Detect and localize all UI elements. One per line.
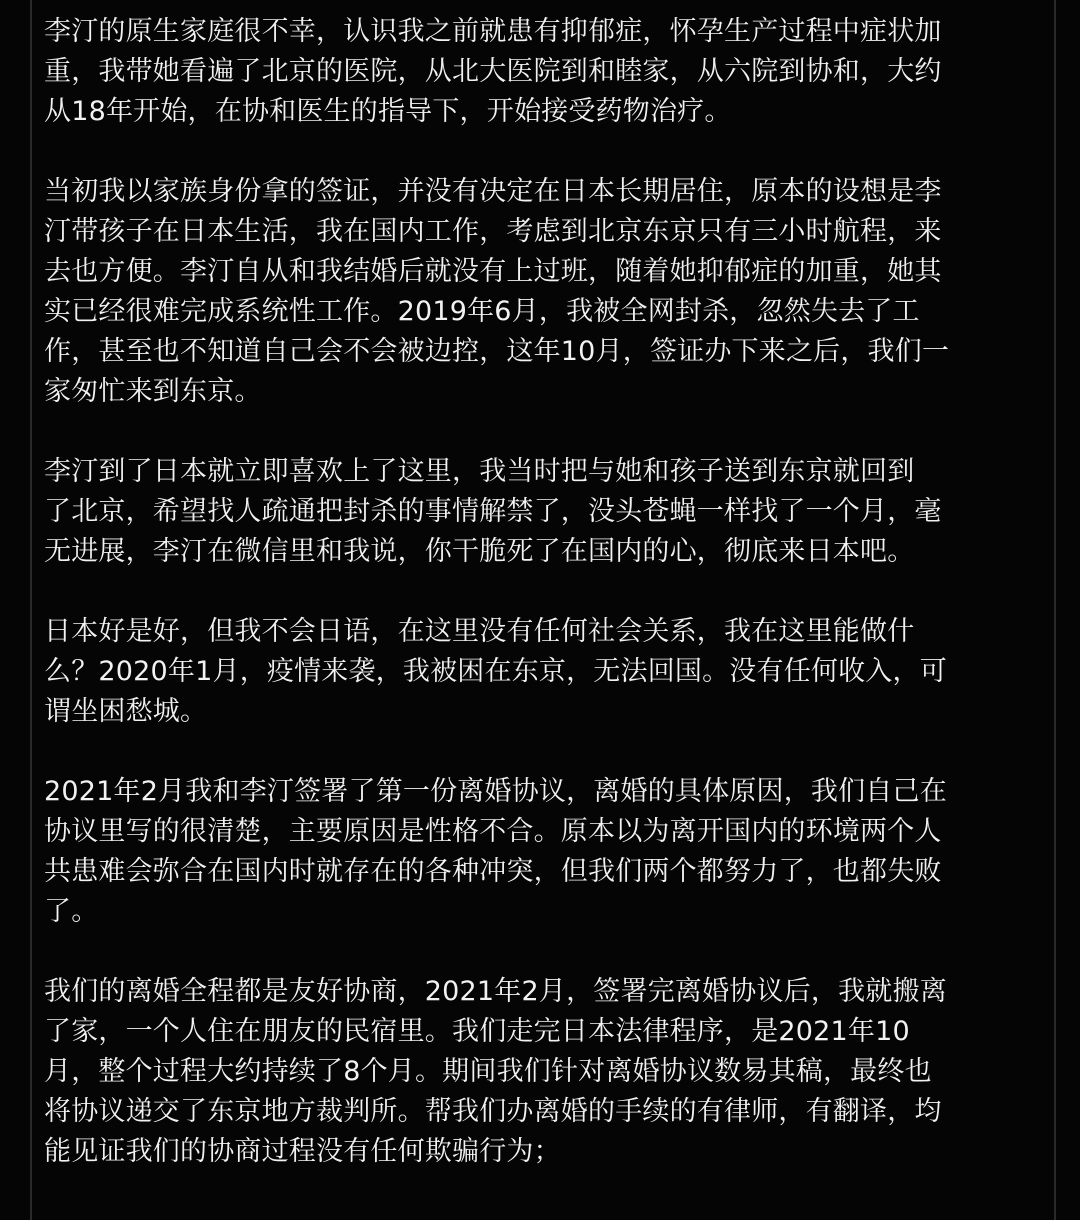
article-body xyxy=(44,12,1034,1212)
right-border-line xyxy=(1054,0,1056,1220)
text-line: 能见证我们的协商过程没有任何欺骗行为； xyxy=(44,1136,561,1167)
paragraph-4 xyxy=(44,612,1034,732)
text-line: 了家，一个人住在朋友的民宿里。我们走完日本法律程序，是2021年10 xyxy=(44,1016,910,1047)
paragraph-6 xyxy=(44,972,1034,1172)
text-line: 共患难会弥合在国内时就存在的各种冲突，但我们两个都努力了，也都失败 xyxy=(44,856,942,887)
text-line: 月，整个过程大约持续了8个月。期间我们针对离婚协议数易其稿，最终也 xyxy=(44,1056,932,1087)
paragraph-1 xyxy=(44,12,1034,132)
text-line: 重，我带她看遍了北京的医院，从北大医院到和睦家，从六院到协和，大约 xyxy=(44,56,942,87)
text-line: 李汀的原生家庭很不幸，认识我之前就患有抑郁症，怀孕生产过程中症状加 xyxy=(44,16,942,47)
text-line: 无进展，李汀在微信里和我说，你干脆死了在国内的心，彻底来日本吧。 xyxy=(44,536,915,567)
paragraph-5 xyxy=(44,772,1034,932)
text-line: 我们的离婚全程都是友好协商，2021年2月，签署完离婚协议后，我就搬离 xyxy=(44,976,947,1007)
text-line: 将协议递交了东京地方裁判所。帮我们办离婚的手续的有律师，有翻译，均 xyxy=(44,1096,942,1127)
text-line: 谓坐困愁城。 xyxy=(44,696,208,727)
text-line: 家匆忙来到东京。 xyxy=(44,376,262,407)
paragraph-3 xyxy=(44,452,1034,572)
text-line: 了。 xyxy=(44,896,99,927)
text-line: 实已经很难完成系统性工作。2019年6月，我被全网封杀，忽然失去了工 xyxy=(44,296,920,327)
text-line: 2021年2月我和李汀签署了第一份离婚协议，离婚的具体原因，我们自己在 xyxy=(44,776,947,807)
text-line: 作，甚至也不知道自己会不会被边控，这年10月，签证办下来之后，我们一 xyxy=(44,336,950,367)
left-border-line xyxy=(30,0,32,1220)
text-line: 么？2020年1月，疫情来袭，我被困在东京，无法回国。没有任何收入，可 xyxy=(44,656,947,687)
paragraph-2 xyxy=(44,172,1034,412)
text-line: 去也方便。李汀自从和我结婚后就没有上过班，随着她抑郁症的加重，她其 xyxy=(44,256,942,287)
text-line: 当初我以家族身份拿的签证，并没有决定在日本长期居住，原本的设想是李 xyxy=(44,176,942,207)
text-line: 从18年开始，在协和医生的指导下，开始接受药物治疗。 xyxy=(44,96,732,127)
text-line: 汀带孩子在日本生活，我在国内工作，考虑到北京东京只有三小时航程，来 xyxy=(44,216,942,247)
text-line: 日本好是好，但我不会日语，在这里没有任何社会关系，我在这里能做什 xyxy=(44,616,915,647)
text-line: 了北京，希望找人疏通把封杀的事情解禁了，没头苍蝇一样找了一个月，毫 xyxy=(44,496,942,527)
text-line: 李汀到了日本就立即喜欢上了这里，我当时把与她和孩子送到东京就回到 xyxy=(44,456,915,487)
text-line: 协议里写的很清楚，主要原因是性格不合。原本以为离开国内的环境两个人 xyxy=(44,816,942,847)
